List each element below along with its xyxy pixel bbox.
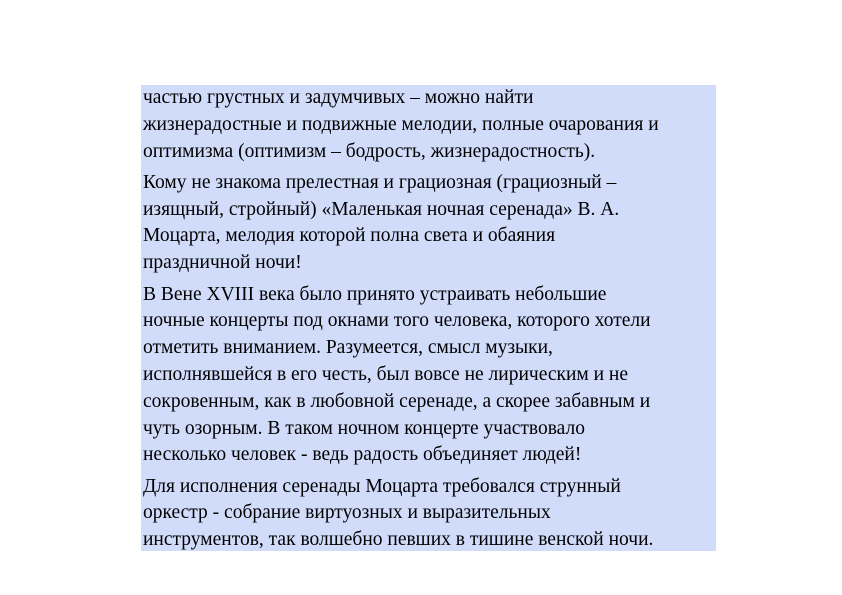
text-line: сокровенным, как в любовной серенаде, а скорее забавным и — [143, 390, 651, 412]
text-line: Моцарта, мелодия которой полна света и обаяния — [143, 225, 556, 247]
text-line: инструментов, так волшебно певших в тишине венской ночи. — [143, 529, 654, 551]
text-line: ночные концерты под окнами того человека, которого хотели — [143, 310, 651, 332]
text-line: Для исполнения серенады Моцарта требовался струнный — [143, 475, 621, 497]
text-line: жизнерадостные и подвижные мелодии, полные очарования и — [143, 113, 659, 135]
text-line: праздничной ночи! — [143, 252, 302, 274]
paragraph-2 — [143, 170, 716, 277]
text-line: оркестр - собрание виртуозных и выразительных — [143, 502, 551, 524]
text-line: исполнявшейся в его честь, был вовсе не лирическим и не — [143, 363, 629, 385]
text-line: несколько человек - ведь радость объединяет людей! — [143, 444, 582, 466]
text-line: Кому не знакома прелестная и грациозная (грациозный – — [143, 171, 617, 193]
text-line: В Вене XVIII века было принято устраивать небольшие — [143, 283, 607, 305]
text-line: частью грустных и задумчивых – можно найти — [143, 87, 534, 108]
text-line: изящный, стройный) «Маленькая ночная серенада» В. А. — [143, 198, 620, 220]
paragraph-1 — [143, 85, 716, 165]
paragraph-4 — [143, 474, 716, 554]
text-line: отметить вниманием. Разумеется, смысл музыки, — [143, 337, 553, 359]
paragraph-3 — [143, 282, 716, 470]
text-line: оптимизма (оптимизм – бодрость, жизнерадостность). — [143, 140, 596, 162]
highlighted-text-block — [141, 85, 716, 551]
text-line: чуть озорным. В таком ночном концерте участвовало — [143, 417, 585, 439]
